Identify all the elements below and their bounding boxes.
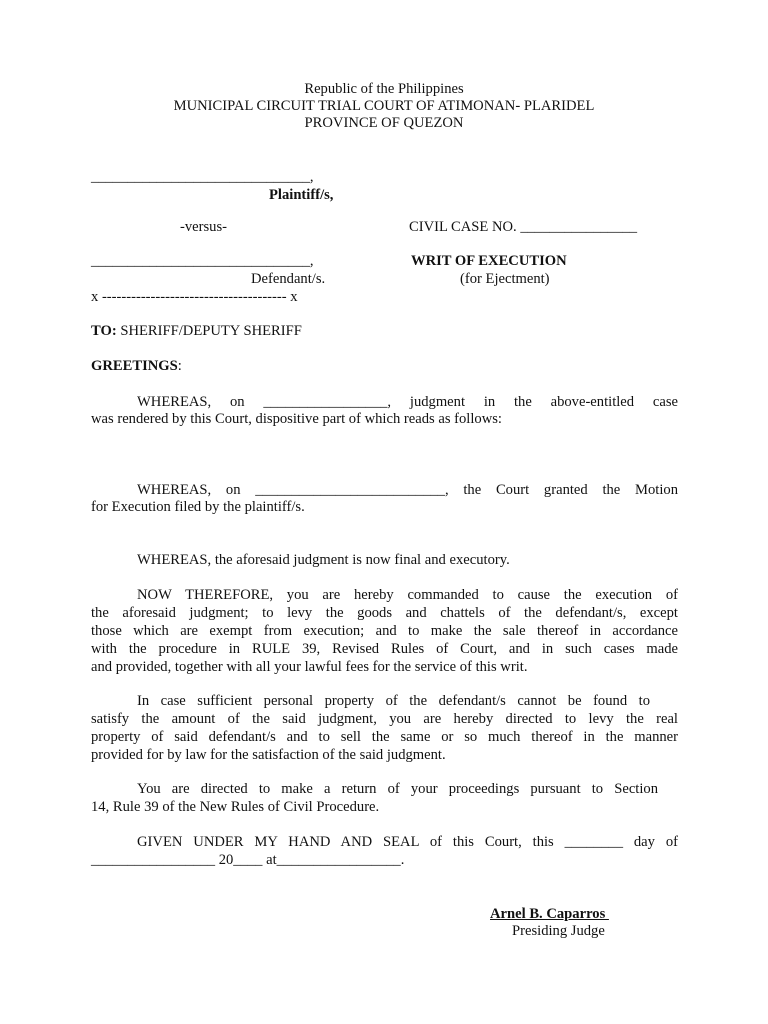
greetings-line (91, 357, 182, 375)
paragraph-whereas-judgment-line2: was rendered by this Court, dispositive part of which reads as follows: (91, 411, 502, 427)
paragraph-now-therefore-line3: those which are exempt from execution; and to make the sale thereof in accordance (91, 623, 678, 639)
paragraph-insufficient-property-line3: property of said defendant/s and to sell the same or so much thereof in the manner (91, 729, 678, 745)
addressee: SHERIFF/DEPUTY SHERIFF (116, 323, 302, 339)
document-subtitle: (for Ejectment) (460, 271, 550, 287)
paragraph-final-executory: WHEREAS, the aforesaid judgment is now final and executory. (137, 552, 510, 568)
paragraph-insufficient-property-line1: In case sufficient personal property of the defendant/s cannot be found to (137, 693, 650, 709)
paragraph-return-line1: You are directed to make a return of your proceedings pursuant to Section (137, 781, 658, 797)
paragraph-whereas-judgment-line1: WHEREAS, on _________________, judgment in the above-entitled case (137, 394, 678, 410)
paragraph-insufficient-property-line4: provided for by law for the satisfaction of the said judgment. (91, 747, 446, 763)
plaintiff-name-blank: ______________________________, (91, 169, 314, 185)
paragraph-given-under-line1: GIVEN UNDER MY HAND AND SEAL of this Court, this ________ day of (137, 834, 678, 850)
addressee-line (91, 322, 302, 340)
paragraph-now-therefore-line1: NOW THEREFORE, you are hereby commanded to cause the execution of (137, 587, 678, 603)
paragraph-insufficient-property-line2: satisfy the amount of the said judgment, you are hereby directed to levy the real (91, 711, 678, 727)
header-court-name: MUNICIPAL CIRCUIT TRIAL COURT OF ATIMONAN- PLARIDEL (173, 98, 595, 114)
paragraph-now-therefore-line2: the aforesaid judgment; to levy the goods and chattels of the defendant/s, except (91, 605, 678, 621)
paragraph-whereas-motion-line1: WHEREAS, on __________________________, the Court granted the Motion (137, 482, 678, 498)
header-republic: Republic of the Philippines (304, 81, 464, 97)
greetings-label: GREETINGS (91, 358, 178, 374)
versus-label: -versus- (180, 219, 228, 235)
judge-name: Arnel B. Caparros (490, 906, 609, 922)
to-label: TO: (91, 323, 117, 339)
defendant-name-blank: ______________________________, (91, 253, 314, 269)
paragraph-given-under-line2: _________________ 20____ at_________________. (91, 852, 405, 868)
plaintiff-label: Plaintiff/s, (269, 187, 334, 203)
header-province: PROVINCE OF QUEZON (304, 115, 464, 131)
caption-divider: x -------------------------------------- x (91, 289, 298, 305)
paragraph-now-therefore-line5: and provided, together with all your lawful fees for the service of this writ. (91, 659, 528, 675)
document-title: WRIT OF EXECUTION (411, 253, 567, 269)
paragraph-whereas-motion-line2: for Execution filed by the plaintiff/s. (91, 499, 305, 515)
paragraph-now-therefore-line4: with the procedure in RULE 39, Revised Rules of Court, and in such cases made (91, 641, 678, 657)
defendant-label: Defendant/s. (251, 271, 326, 287)
paragraph-return-line2: 14, Rule 39 of the New Rules of Civil Procedure. (91, 799, 380, 815)
judge-title: Presiding Judge (512, 923, 605, 939)
greetings-colon: : (177, 358, 182, 374)
civil-case-number: CIVIL CASE NO. ________________ (409, 219, 638, 235)
